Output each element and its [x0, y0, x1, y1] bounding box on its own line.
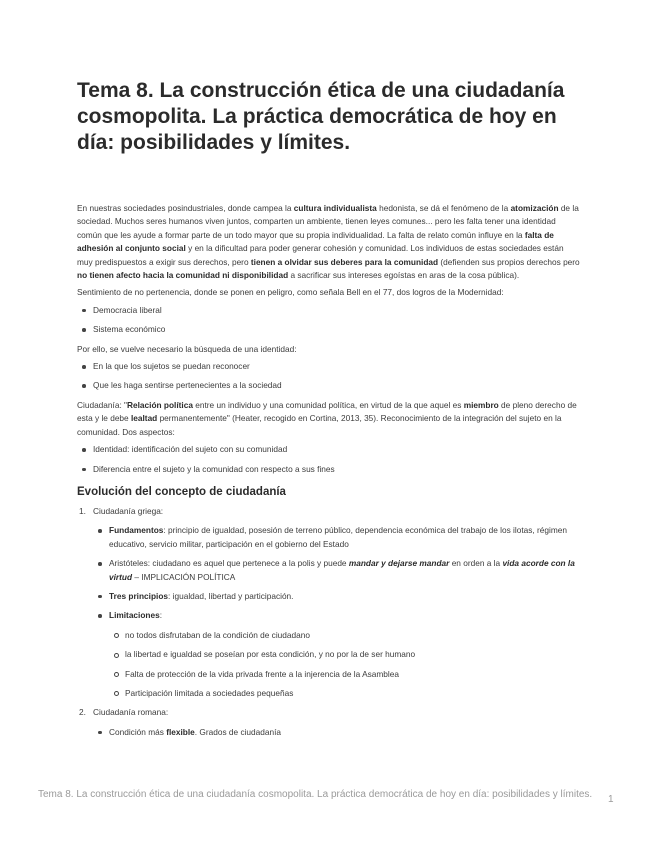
list-item: Aristóteles: ciudadano es aquel que pertenece a la polis y puede mandar y dejarse mandar en orden a la vida acorde con la virtud – IMPLICACIÓN POLÍTICA	[109, 557, 580, 584]
list-item: Fundamentos: principio de igualdad, posesión de terreno público, dependencia económica del trabajo de los ilotas, régimen educativo, servicio militar, participación en el gobierno del Estado	[109, 524, 580, 551]
list-item: Participación limitada a sociedades pequeñas	[125, 687, 580, 700]
list-item: Tres principios: igualdad, libertad y participación.	[109, 590, 580, 603]
ciudadania-paragraph: Ciudadanía: "Relación política entre un individuo y una comunidad política, en virtud de la que aquel es miembro de pleno derecho de esta y le debe lealtad permanentemente" (Heater, recogido en Cortina, 2013, 35). Reconocimiento de la integración del sujeto en la comunidad. Dos aspectos:	[77, 399, 577, 437]
list-item-griega: 1. Ciudadanía griega: Fundamentos: principio de igualdad, posesión de terreno público, dependencia económica del trabajo de los ilotas, régimen educativo, servicio militar, participación en el gobierno del Estado Aristóteles: ciudadano es aquel que pertenece a la polis y puede mandar y dejarse mandar en orden a la vida acorde con la virtud – IMPLICACIÓN POLÍTICA Tres principios: igualdad, libertad y participación. Limitaciones: no todos disfrutaban de la condición de ciudadano la libertad e igualdad se poseían por esta condición, y no por la de ser humano Falta de protección de la vida privada frente a la injerencia de la Asamblea Participación limitada a sociedades pequeñas	[93, 505, 580, 700]
list-item: Sistema económico	[93, 323, 580, 336]
list-item: no todos disfrutaban de la condición de ciudadano	[125, 629, 580, 642]
page-footer: Tema 8. La construcción ética de una ciudadanía cosmopolita. La práctica democrática de hoy en día: posibilidades y límites.	[38, 789, 593, 800]
list-item: la libertad e igualdad se poseían por esta condición, y no por la de ser humano	[125, 648, 580, 661]
list-item: En la que los sujetos se puedan reconocer	[93, 360, 580, 373]
intro-paragraph: En nuestras sociedades posindustriales, donde campea la cultura individualista hedonista, se dá el fenómeno de la atomización de la sociedad. Muchos seres humanos viven juntos, comparten un ambiente, tienen leyes comunes... pero les falta tener una identidad común que les ayude a formar parte de un todo mayor que su propia individualidad. La falta de relato común influye en la falta de adhesión al conjunto social y en la dificultad para poder generar cohesión y comunidad. Los individuos de estas sociedades están muy predispuestos a exigir sus derechos, pero tienen a olvidar sus deberes para la comunidad (defienden sus propios derechos pero no tienen afecto hacia la comunidad ni disponibilidad a sacrificar sus intereses egoístas en aras de la cosa pública).	[77, 203, 580, 281]
list-item: Condición más flexible. Grados de ciudadanía	[109, 726, 580, 739]
list-item: Democracia liberal	[93, 304, 580, 317]
identidad-list	[77, 360, 580, 393]
page-number: 1	[608, 794, 614, 805]
pertenencia-paragraph: Sentimiento de no pertenencia, donde se ponen en peligro, como señala Bell en el 77, dos logros de la Modernidad:	[77, 287, 504, 298]
section-heading: Evolución del concepto de ciudadanía	[77, 485, 286, 498]
document-body	[77, 202, 580, 745]
list-item: Identidad: identificación del sujeto con su comunidad	[93, 443, 580, 456]
list-item-romana: 2. Ciudadanía romana: Condición más flexible. Grados de ciudadanía	[93, 706, 580, 739]
identidad-paragraph: Por ello, se vuelve necesario la búsqueda de una identidad:	[77, 343, 297, 354]
list-item: Que les haga sentirse pertenecientes a la sociedad	[93, 379, 580, 392]
list-item: Falta de protección de la vida privada frente a la injerencia de la Asamblea	[125, 668, 580, 681]
page-title: Tema 8. La construcción ética de una ciudadanía cosmopolita. La práctica democrática de hoy en día: posibilidades y límites.	[77, 79, 565, 154]
list-item: Limitaciones: no todos disfrutaban de la condición de ciudadano la libertad e igualdad se poseían por esta condición, y no por la de ser humano Falta de protección de la vida privada frente a la injerencia de la Asamblea Participación limitada a sociedades pequeñas	[109, 609, 580, 700]
evolution-list	[77, 505, 580, 739]
logros-list	[77, 304, 580, 337]
aspectos-list	[77, 443, 580, 476]
list-item: Diferencia entre el sujeto y la comunidad con respecto a sus fines	[93, 463, 580, 476]
